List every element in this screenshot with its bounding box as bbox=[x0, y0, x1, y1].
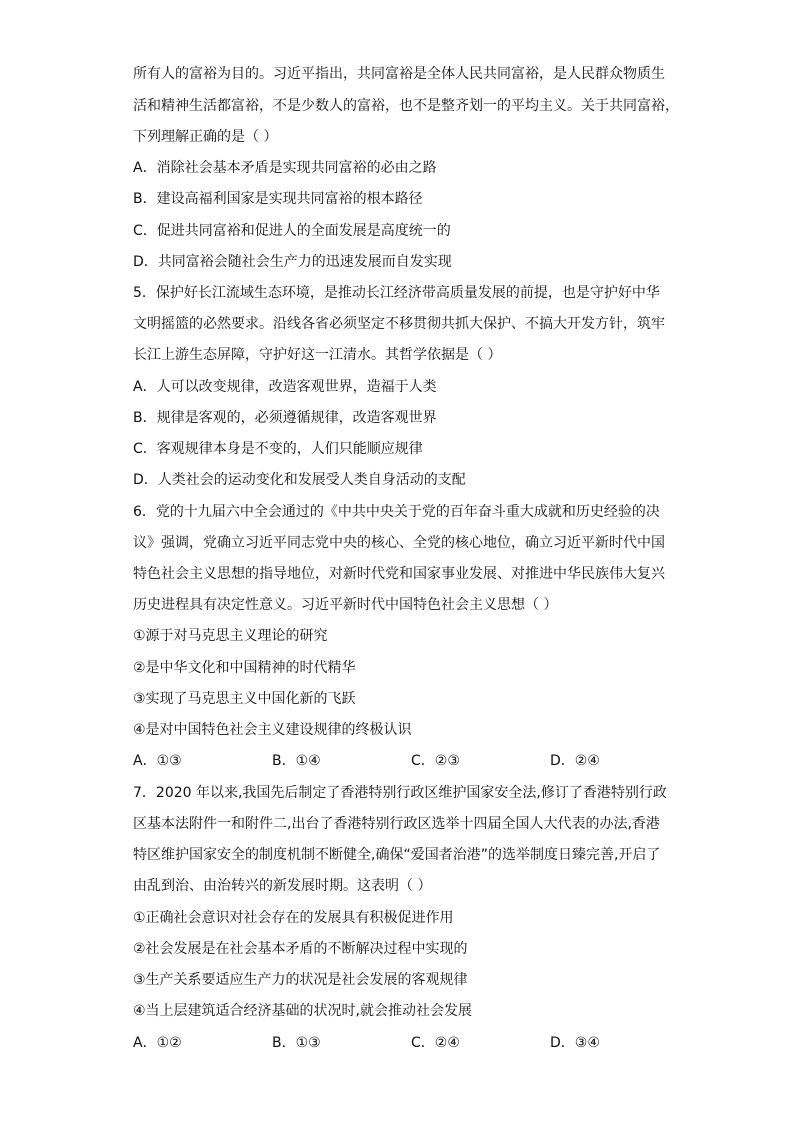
q6-statement-1: ①源于对马克思主义理论的研究 bbox=[133, 628, 328, 644]
q6-choice-c: C．②③ bbox=[411, 753, 460, 769]
q7-stem-line: 区基本法附件一和附件二,出台了香港特别行政区选举十四届全国人大代表的办法,香港 bbox=[133, 816, 660, 832]
q7-statement-4: ④当上层建筑适合经济基础的状况时,就会推动社会发展 bbox=[133, 1003, 472, 1019]
q6-choice-a: A．①③ bbox=[133, 753, 182, 769]
q4-option-b: B．建设高福利国家是实现共同富裕的根本路径 bbox=[133, 191, 423, 207]
q5-stem-line: 长江上游生态屏障，守护好这一江清水。其哲学依据是（ ） bbox=[133, 347, 502, 363]
q6-choice-d: D．②④ bbox=[550, 753, 600, 769]
q7-choice-b: B．①③ bbox=[272, 1035, 321, 1051]
q7-choice-a: A．①② bbox=[133, 1035, 182, 1051]
q6-stem-line: 6．党的十九届六中全会通过的《中共中央关于党的百年奋斗重大成就和历史经验的决 bbox=[133, 504, 660, 520]
q5-option-d: D．人类社会的运动变化和发展受人类自身活动的支配 bbox=[133, 472, 466, 488]
q7-stem-line: 特区维护国家安全的制度机制不断健全,确保“爱国者治港”的选举制度日臻完善,开启了 bbox=[133, 847, 661, 863]
q6-statement-3: ③实现了马克思主义中国化新的飞跃 bbox=[133, 691, 356, 707]
q7-stem-line: 由乱到治、由治转兴的新发展时期。这表明（ ） bbox=[133, 878, 432, 894]
q6-choice-b: B．①④ bbox=[272, 753, 321, 769]
q5-option-c: C．客观规律本身是不变的，人们只能顺应规律 bbox=[133, 441, 423, 457]
q6-statement-4: ④是对中国特色社会主义建设规律的终极认识 bbox=[133, 722, 412, 738]
q5-option-a: A．人可以改变规律，改造客观世界，造福于人类 bbox=[133, 379, 437, 395]
q7-statement-3: ③生产关系要适应生产力的状况是社会发展的客观规律 bbox=[133, 972, 468, 988]
q4-stem-line: 活和精神生活都富裕，不是少数人的富裕，也不是整齐划一的平均主义。关于共同富裕， bbox=[133, 98, 679, 114]
q6-stem-line: 议》强调，党确立习近平同志党中央的核心、全党的核心地位，确立习近平新时代中国 bbox=[133, 535, 665, 551]
q7-statement-1: ①正确社会意识对社会存在的发展具有积极促进作用 bbox=[133, 910, 454, 926]
q7-statement-2: ②社会发展是在社会基本矛盾的不断解决过程中实现的 bbox=[133, 941, 468, 957]
q7-choice-d: D．③④ bbox=[550, 1035, 600, 1051]
q6-statement-2: ②是中华文化和中国精神的时代精华 bbox=[133, 660, 356, 676]
q5-stem-line: 5．保护好长江流域生态环境，是推动长江经济带高质量发展的前提，也是守护好中华 bbox=[133, 285, 660, 301]
q6-stem-line: 历史进程具有决定性意义。习近平新时代中国特色社会主义思想（ ） bbox=[133, 597, 558, 613]
q4-option-d: D．共同富裕会随社会生产力的迅速发展而自发实现 bbox=[133, 254, 452, 270]
q4-option-a: A．消除社会基本矛盾是实现共同富裕的必由之路 bbox=[133, 160, 437, 176]
q7-stem-line: 7．2020 年以来,我国先后制定了香港特别行政区维护国家安全法,修订了香港特别行政 bbox=[133, 785, 667, 801]
q7-choice-c: C．②④ bbox=[411, 1035, 460, 1051]
q6-stem-line: 特色社会主义思想的指导地位，对新时代党和国家事业发展、对推进中华民族伟大复兴 bbox=[133, 566, 665, 582]
q5-stem-line: 文明摇篮的必然要求。沿线各省必须坚定不移贯彻共抓大保护、不搞大开发方针，筑牢 bbox=[133, 316, 665, 332]
q4-stem-line: 所有人的富裕为目的。习近平指出，共同富裕是全体人民共同富裕，是人民群众物质生 bbox=[133, 66, 665, 82]
q5-option-b: B．规律是客观的，必须遵循规律，改造客观世界 bbox=[133, 410, 437, 426]
q4-option-c: C．促进共同富裕和促进人的全面发展是高度统一的 bbox=[133, 223, 451, 239]
q4-stem-line: 下列理解正确的是（ ） bbox=[133, 129, 278, 145]
